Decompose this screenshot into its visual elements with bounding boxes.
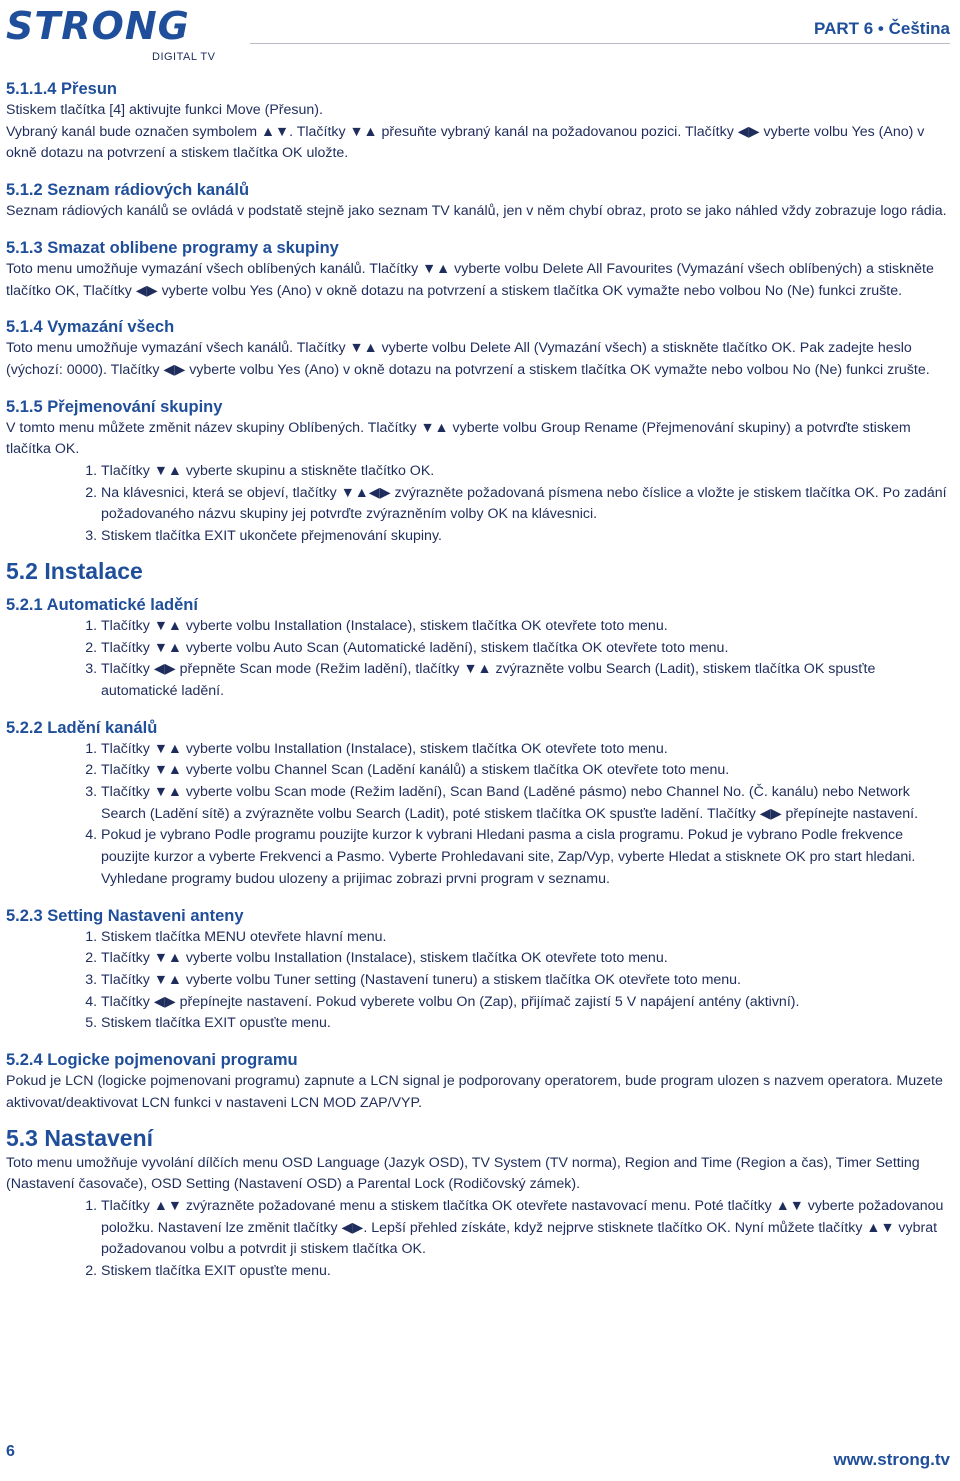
brand-subtitle: DIGITAL TV: [152, 51, 216, 63]
list-item: 3. Tlačítky ▼▲ vyberte volbu Scan mode (Režim ladění), Scan Band (Laděné pásmo) nebo Channel No. (Č. kanálu) nebo Network Search (Ladění sítě) a zvýrazněte volbu Search (Ladit), poté stiskem tlačítka OK spusťte ladění. Tlačítky ◀▶ přepínejte nastavení.: [101, 782, 950, 825]
section-heading: 5.1.2 Seznam rádiových kanálů: [6, 181, 250, 200]
section-5-2-4: [6, 1049, 950, 1114]
steps-list: [6, 461, 950, 548]
list-item: 4. Pokud je vybrano Podle programu pouzijte kurzor k vybrani Hledani pasma a cisla programu. Pokud je vybrano Podle frekvence pouzijte kurzor a vyberte Frekvenci a Pasmo. Vyberte Prohledavani site, Zap/Vyp, vyberte Hledat a stisknete OK pro start hledani. Vyhledane programy budou ulozeny a prijimac zobrazi prvni program v seznamu.: [101, 825, 950, 890]
list-item: 3. Stiskem tlačítka EXIT ukončete přejmenování skupiny.: [101, 526, 950, 548]
paragraph: Toto menu umožňuje vymazání všech kanálů. Tlačítky ▼▲ vyberte volbu Delete All (Vymazání všech) a stiskněte tlačítko OK. Pak zadejte heslo (výchozí: 0000). Tlačítky ◀▶ vyberte volbu Yes (Ano) v okně dotazu na potvrzení a stiskem tlačítka OK vymažte nebo volbou No (Ne) funkci zrušte.: [6, 340, 930, 378]
steps-list: [6, 739, 950, 891]
header-divider: [250, 43, 950, 44]
section-heading: 5.2.1 Automatické ladění: [6, 595, 198, 614]
list-item: 3. Tlačítky ▼▲ vyberte volbu Tuner setting (Nastavení tuneru) a stiskem tlačítka OK otevřete toto menu.: [101, 970, 950, 992]
list-item: 2. Tlačítky ▼▲ vyberte volbu Installation (Instalace), stiskem tlačítka OK otevřete toto menu.: [101, 948, 950, 970]
paragraph: V tomto menu můžete změnit název skupiny Oblíbených. Tlačítky ▼▲ vyberte volbu Group Rename (Přejmenování skupiny) a potvrďte stiskem tlačítka OK.: [6, 419, 911, 458]
manual-content: [6, 78, 950, 1297]
page-header: [0, 0, 960, 70]
paragraph: Toto menu umožňuje vymazání všech oblíbených kanálů. Tlačítky ▼▲ vyberte volbu Delete All Favourites (Vymazání všech oblíbených) a stiskněte tlačítko OK, Tlačítky ◀▶ vyberte volbu Yes (Ano) v okně dotazu na potvrzení a stiskem tlačítka OK vymažte nebo volbou No (Ne) funkci zrušte.: [6, 260, 934, 299]
list-item: 2. Stiskem tlačítka EXIT opusťte menu.: [101, 1261, 950, 1283]
chapter-heading: 5.2 Instalace: [6, 557, 143, 584]
paragraph: Seznam rádiových kanálů se ovládá v podstatě stejně jako seznam TV kanálů, jen v něm chybí obraz, proto se jako náhled vždy zobrazuje logo rádia.: [6, 203, 947, 220]
list-item: 1. Stiskem tlačítka MENU otevřete hlavní menu.: [101, 927, 950, 949]
paragraph: Pokud je LCN (logicke pojmenovani programu) zapnute a LCN signal je podporovany operatorem, bude program ulozen s nazvem operatora. Muzete aktivovat/deaktivovat LCN funkci v nastaveni LCN MOD ZAP/VYP.: [6, 1073, 943, 1111]
chapter-heading: 5.3 Nastavení: [6, 1124, 154, 1151]
section-5-1-4: [6, 316, 950, 381]
section-5-3: [6, 1123, 950, 1283]
list-item: 3. Tlačítky ◀▶ přepněte Scan mode (Režim ladění), tlačítky ▼▲ zvýrazněte volbu Search (Ladit), stiskem tlačítka OK spusťte automatické ladění.: [101, 659, 950, 702]
paragraph: Toto menu umožňuje vyvolání dílčích menu OSD Language (Jazyk OSD), TV System (TV norma), Region and Time (Region a čas), Timer Setting (Nastavení časovače), OSD Setting (Nastavení OSD) a Parental Lock (Rodičovský zámek).: [6, 1154, 920, 1193]
list-item: 2. Tlačítky ▼▲ vyberte volbu Auto Scan (Automatické ladění), stiskem tlačítka OK otevřete toto menu.: [101, 638, 950, 660]
list-item: 1. Tlačítky ▼▲ vyberte volbu Installation (Instalace), stiskem tlačítka OK otevřete toto menu.: [101, 739, 950, 761]
section-heading: 5.1.5 Přejmenování skupiny: [6, 397, 223, 416]
website-link[interactable]: www.strong.tv: [833, 1450, 950, 1469]
list-item: 5. Stiskem tlačítka EXIT opusťte menu.: [101, 1013, 950, 1035]
list-item: 2. Na klávesnici, která se objeví, tlačítky ▼▲◀▶ zvýrazněte požadovaná písmena nebo číslice a vložte je stiskem tlačítka OK. Po zadání požadovaného názvu skupiny jej potvrďte zvýrazněním volby OK na klávesnici.: [101, 483, 950, 526]
paragraph: Stiskem tlačítka [4] aktivujte funkci Move (Přesun).: [6, 102, 323, 118]
paragraph: Vybraný kanál bude označen symbolem ▲▼. Tlačítky ▼▲ přesuňte vybraný kanál na požadovanou pozici. Tlačítky ◀▶ vyberte volbu Yes (Ano) v okně dotazu na potvrzení a stiskem tlačítka OK uložte.: [6, 123, 925, 162]
steps-list: [6, 927, 950, 1036]
section-5-1-3: [6, 237, 950, 302]
section-heading: 5.1.4 Vymazání všech: [6, 318, 175, 337]
strong-logo: [6, 4, 221, 66]
section-heading: 5.2.4 Logicke pojmenovani programu: [6, 1051, 298, 1070]
page-number: 6: [6, 1443, 15, 1460]
section-5-2-3: [6, 905, 950, 1036]
list-item: 4. Tlačítky ◀▶ přepínejte nastavení. Pokud vyberete volbu On (Zap), přijímač zajistí 5 V napájení antény (aktivní).: [101, 992, 950, 1014]
list-item: 2. Tlačítky ▼▲ vyberte volbu Channel Scan (Ladění kanálů) a stiskem tlačítka OK otevřete toto menu.: [101, 760, 950, 782]
section-heading: 5.1.3 Smazat oblibene programy a skupiny: [6, 238, 339, 257]
list-item: 1. Tlačítky ▼▲ vyberte skupinu a stiskněte tlačítko OK.: [101, 461, 950, 483]
section-5-1-2: [6, 179, 950, 223]
list-item: 1. Tlačítky ▼▲ vyberte volbu Installation (Instalace), stiskem tlačítka OK otevřete toto menu.: [101, 616, 950, 638]
section-5-1-1-4: [6, 78, 950, 165]
section-5-2-1: [6, 594, 950, 703]
steps-list: [6, 1196, 950, 1283]
steps-list: [6, 616, 950, 703]
section-heading: 5.2.2 Ladění kanálů: [6, 718, 158, 737]
section-heading: 5.1.1.4 Přesun: [6, 80, 117, 98]
section-5-2-2: [6, 717, 950, 891]
section-5-2: [6, 556, 950, 586]
part-label: PART 6 • Čeština: [814, 19, 950, 38]
list-item: 1. Tlačítky ▲▼ zvýrazněte požadované menu a stiskem tlačítka OK otevřete nastavovací menu. Poté tlačítky ▲▼ vyberte požadovanou položku. Nastavení lze změnit tlačítky ◀▶. Lepší přehled získáte, když nejprve stisknete tlačítko OK. Nyní můžete tlačítky ▲▼ vybrat požadovanou volbu a potvrdit ji stiskem tlačítka OK.: [101, 1196, 950, 1261]
section-heading: 5.2.3 Setting Nastaveni anteny: [6, 906, 244, 925]
section-5-1-5: [6, 396, 950, 548]
brand-name: STRONG: [6, 4, 190, 48]
